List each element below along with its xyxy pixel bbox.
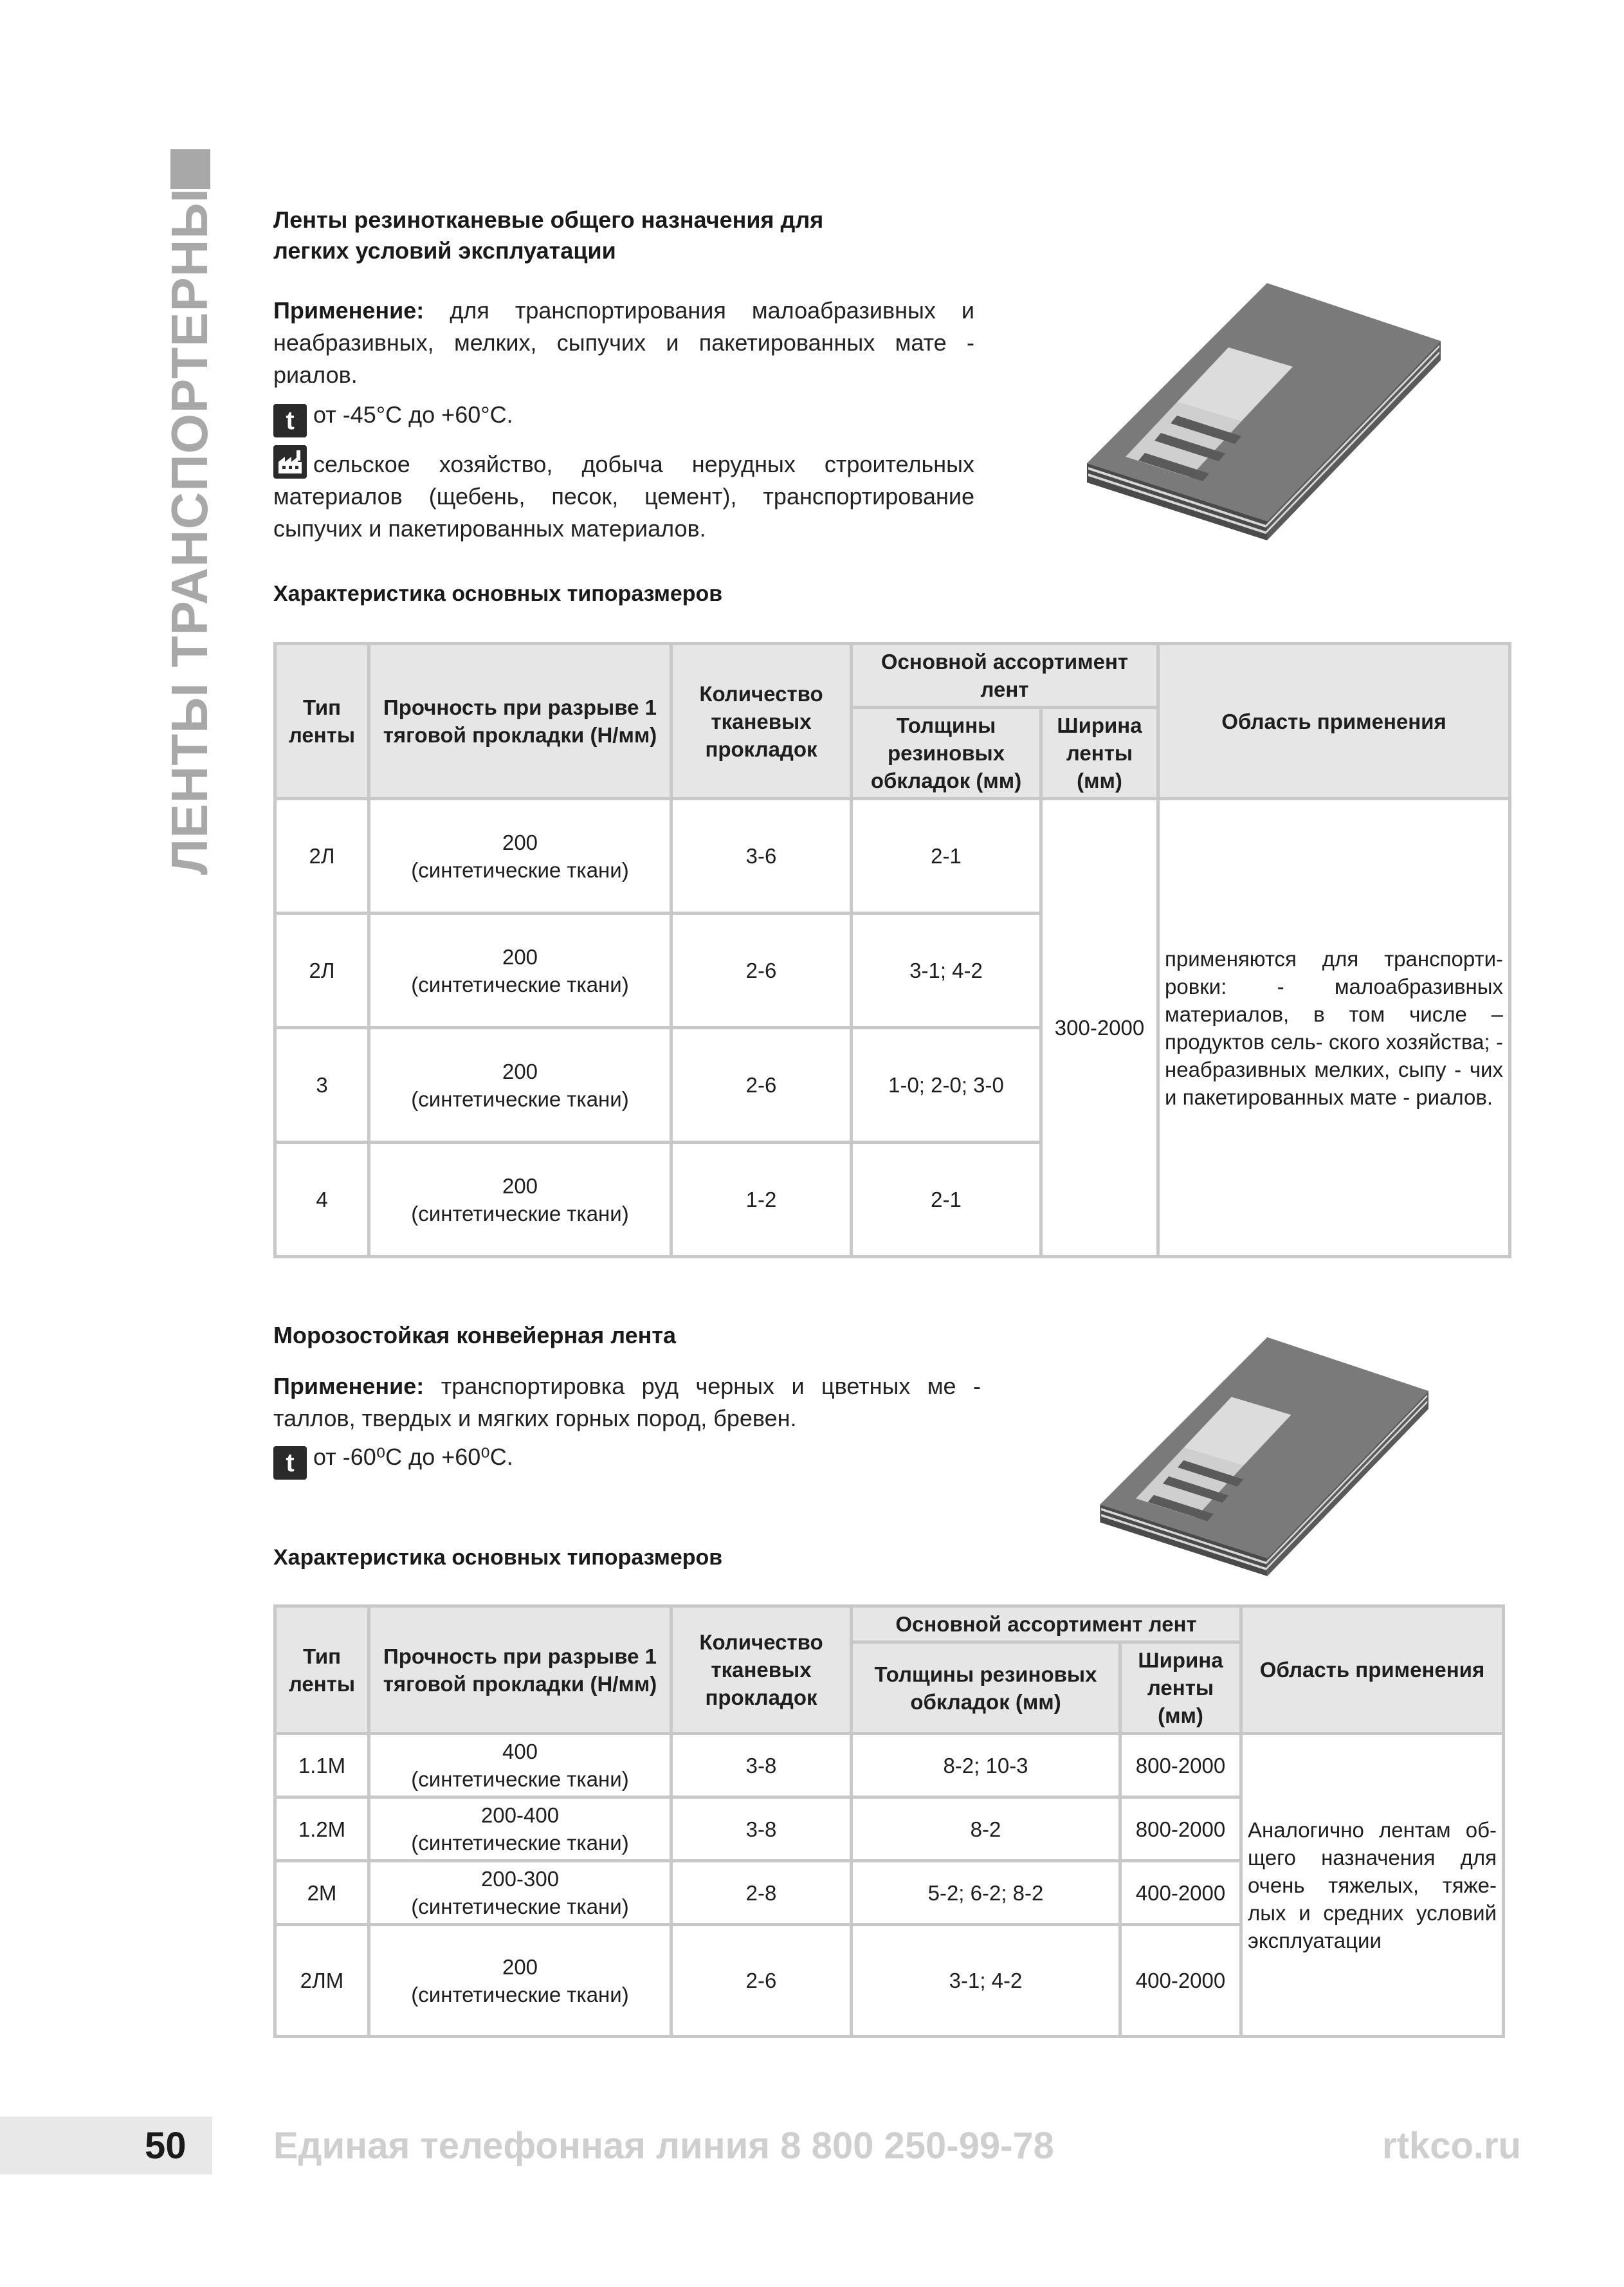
thermometer-icon: t — [273, 1446, 307, 1480]
strength-value: 200 — [502, 1954, 538, 1979]
application-text: для транспортирования малоабразивных и неабразивных, мелких, сыпучих и пакетированных мате - риалов. — [273, 297, 974, 388]
cell-type: 2Л — [275, 914, 369, 1028]
fabric-note: (синтетические ткани) — [411, 1831, 629, 1855]
fabric-note: (синтетические ткани) — [411, 1895, 629, 1918]
col-thickness-header: Толщины резиновых обкладок (мм) — [852, 1642, 1120, 1734]
cell-plies: 1-2 — [671, 1143, 852, 1257]
cell-type: 1.2М — [275, 1797, 369, 1861]
cell-width-merged: 300-2000 — [1041, 799, 1158, 1257]
cell-type: 1.1М — [275, 1734, 369, 1797]
cell-plies: 3-8 — [671, 1734, 852, 1797]
thermometer-icon: t — [273, 404, 307, 437]
cell-strength — [369, 914, 671, 1028]
section1-temperature — [273, 399, 974, 437]
strength-value: 200-400 — [480, 1803, 560, 1827]
cell-strength — [369, 1925, 671, 2037]
col-strength-header: Прочность при разрыве 1 тяговой прокладки (Н/мм) — [369, 1606, 671, 1734]
fabric-note: (синтетические ткани) — [411, 972, 629, 997]
section1-title-line2: легких условий эксплуатации — [273, 237, 616, 264]
side-section-title: ЛЕНТЫ ТРАНСПОРТЕРНЫЕ — [161, 152, 218, 875]
section2-title-text: Морозостойкая конвейерная лента — [273, 1322, 677, 1348]
cell-strength — [369, 1861, 671, 1925]
cell-type: 2М — [275, 1861, 369, 1925]
section1-industry — [273, 445, 974, 545]
fabric-note: (синтетические ткани) — [411, 1767, 629, 1791]
col-plies-header: Количество тканевых прокладок — [671, 644, 852, 799]
factory-icon — [273, 445, 307, 479]
industry-text: сельское хозяйство, добыча нерудных строительных материалов (щебень, песок, цемент), транспортирование сыпучих и пакетированных материалов. — [273, 451, 974, 542]
strength-value: 200 — [502, 944, 538, 969]
cell-thickness: 8-2 — [852, 1797, 1120, 1861]
section1-title-line1: Ленты резинотканевые общего назначения для — [273, 207, 824, 233]
fabric-note: (синтетические ткани) — [411, 858, 629, 882]
fabric-note: (синтетические ткани) — [411, 1982, 629, 2007]
cell-thickness: 3-1; 4-2 — [852, 914, 1041, 1028]
footer-website-link[interactable]: rtkco.ru — [1382, 2125, 1521, 2167]
cell-type: 4 — [275, 1143, 369, 1257]
cell-plies: 2-6 — [671, 1028, 852, 1143]
cell-thickness: 2-1 — [852, 799, 1041, 914]
section2-table-heading: Характеристика основных типоразмеров — [273, 1545, 723, 1570]
cell-type: 2Л — [275, 799, 369, 914]
section2-spec-table — [273, 1604, 1505, 2038]
strength-value: 200 — [502, 830, 538, 854]
cell-width: 800-2000 — [1120, 1734, 1241, 1797]
strength-value: 200 — [502, 1059, 538, 1083]
col-type-header: Тип ленты — [275, 644, 369, 799]
cell-area-merged — [1158, 799, 1510, 1257]
application-label: Применение: — [273, 1373, 424, 1399]
cell-strength — [369, 1734, 671, 1797]
col-assortment-header: Основной ассортимент лент — [852, 1606, 1241, 1642]
cell-thickness: 1-0; 2-0; 3-0 — [852, 1028, 1041, 1143]
col-width-header: Ширина ленты (мм) — [1120, 1642, 1241, 1734]
cell-thickness: 8-2; 10-3 — [852, 1734, 1120, 1797]
section1-application — [273, 295, 974, 391]
section1-spec-table — [273, 642, 1511, 1258]
temperature-range: от -45°С до +60°С. — [313, 401, 513, 428]
cell-width: 400-2000 — [1120, 1925, 1241, 2037]
cell-plies: 3-6 — [671, 799, 852, 914]
fabric-note: (синтетические ткани) — [411, 1087, 629, 1111]
footer-phone-line: Единая телефонная линия 8 800 250-99-78 — [273, 2125, 1054, 2167]
strength-value: 400 — [502, 1740, 538, 1763]
cell-strength — [369, 1028, 671, 1143]
col-plies-header: Количество тканевых прокладок — [671, 1606, 852, 1734]
cell-type: 2ЛМ — [275, 1925, 369, 2037]
cell-type: 3 — [275, 1028, 369, 1143]
cell-plies: 2-6 — [671, 914, 852, 1028]
area-text: Аналогично лентам об- щего назначения для очень тяжелых, тяже- лых и средних условий эксплуатации — [1248, 1817, 1497, 1952]
col-type-header: Тип ленты — [275, 1606, 369, 1734]
col-strength-header: Прочность при разрыве 1 тяговой прокладки (Н/мм) — [369, 644, 671, 799]
strength-value: 200-300 — [480, 1867, 560, 1891]
col-thickness-header: Толщины резиновых обкладок (мм) — [852, 708, 1041, 799]
col-area-header: Область применения — [1241, 1606, 1504, 1734]
cell-strength — [369, 1797, 671, 1861]
conveyor-belt-illustration-2 — [1081, 1325, 1460, 1576]
fabric-note: (синтетические ткани) — [411, 1201, 629, 1226]
cell-plies: 3-8 — [671, 1797, 852, 1861]
header-row-1 — [275, 1606, 1504, 1642]
area-text: применяются для транспорти- ровки: - малоабразивных материалов, в том числе – продуктов сель- ского хозяйства; - неабразивных мелких, сыпу - чих и пакетированных мате - риалов. — [1165, 946, 1503, 1109]
application-text: транспортировка руд черных и цветных ме - таллов, твердых и мягких горных пород, бревен. — [273, 1373, 981, 1431]
table-row — [275, 1734, 1504, 1797]
conveyor-belt-illustration-1 — [1081, 270, 1460, 540]
section1-table-heading: Характеристика основных типоразмеров — [273, 582, 723, 606]
section1-header — [273, 205, 1007, 266]
col-area-header: Область применения — [1158, 644, 1510, 799]
section2-application — [273, 1370, 981, 1435]
cell-plies: 2-8 — [671, 1861, 852, 1925]
cell-thickness: 5-2; 6-2; 8-2 — [852, 1861, 1120, 1925]
cell-strength — [369, 1143, 671, 1257]
cell-area-merged — [1241, 1734, 1504, 2037]
section2-temperature — [273, 1441, 981, 1480]
col-assortment-header: Основной ассортимент лент — [852, 644, 1158, 708]
strength-value: 200 — [502, 1173, 538, 1198]
cell-width: 800-2000 — [1120, 1797, 1241, 1861]
section2-description — [273, 1370, 981, 1480]
page-number: 50 — [145, 2125, 187, 2167]
cell-plies: 2-6 — [671, 1925, 852, 2037]
section1-description — [273, 295, 974, 545]
application-label: Применение: — [273, 297, 424, 324]
section2-title — [273, 1320, 676, 1351]
cell-thickness: 3-1; 4-2 — [852, 1925, 1120, 2037]
cell-width: 400-2000 — [1120, 1861, 1241, 1925]
cell-strength — [369, 799, 671, 914]
temperature-range: от -60⁰С до +60⁰С. — [313, 1444, 513, 1470]
table-row — [275, 799, 1510, 914]
header-row-1 — [275, 644, 1510, 708]
col-width-header: Ширина ленты (мм) — [1041, 708, 1158, 799]
cell-thickness: 2-1 — [852, 1143, 1041, 1257]
